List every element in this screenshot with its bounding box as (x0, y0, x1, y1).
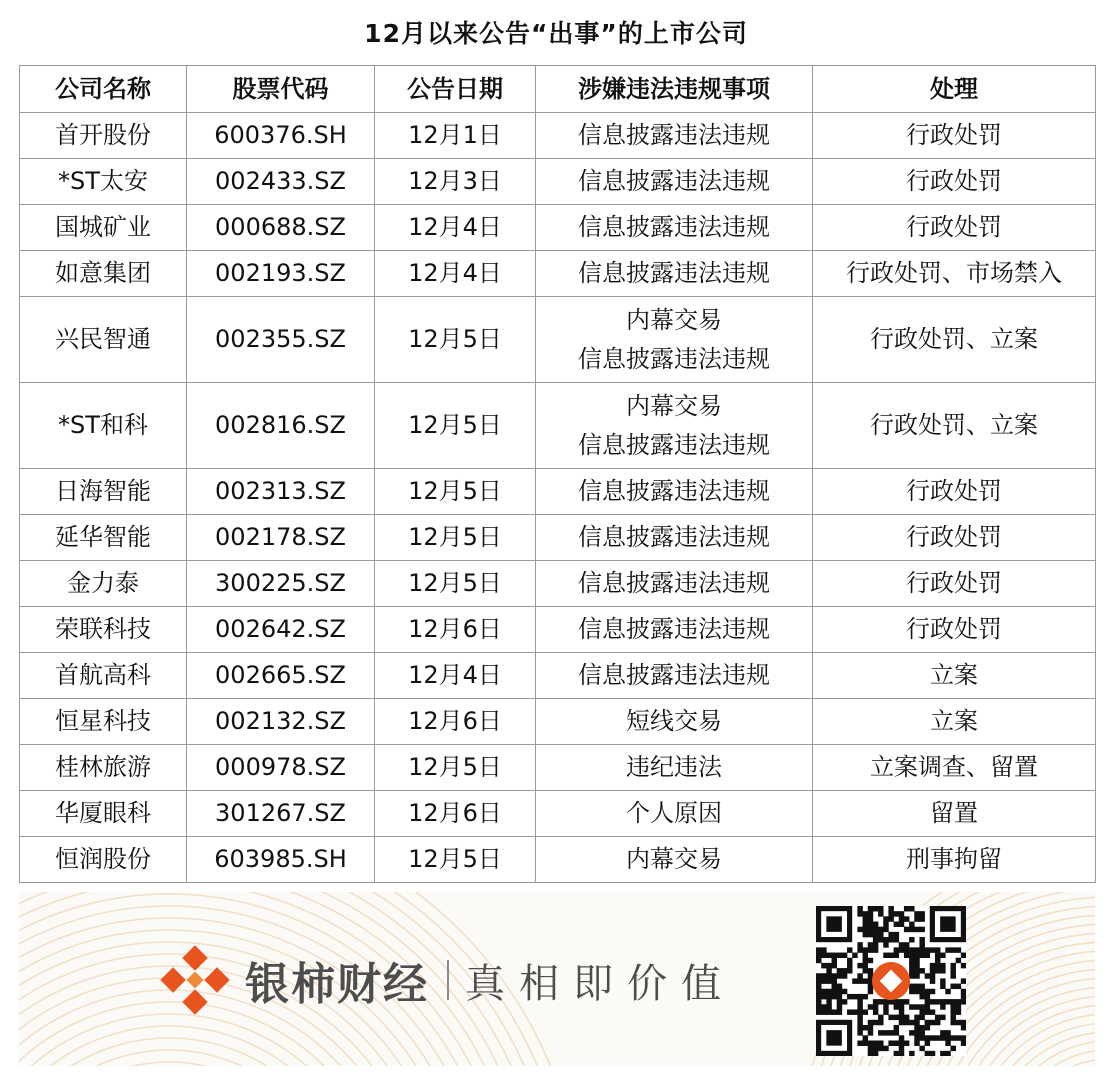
action-cell: 行政处罚、市场禁入 (813, 251, 1096, 297)
company-name-cell: 兴民智通 (20, 297, 187, 383)
matter-item: 信息披露违法违规 (578, 430, 770, 459)
header-code: 股票代码 (187, 66, 375, 113)
announcement-date-cell: 12月5日 (375, 383, 536, 469)
announcement-date-cell: 12月5日 (375, 297, 536, 383)
matters-cell (536, 607, 813, 653)
matters-cell (536, 113, 813, 159)
matters-cell (536, 745, 813, 791)
qr-code-icon (816, 906, 966, 1056)
brand-divider (447, 960, 449, 1000)
brand-block (159, 940, 735, 1020)
action-cell: 行政处罚 (813, 561, 1096, 607)
header-company: 公司名称 (20, 66, 187, 113)
announcement-date-cell: 12月6日 (375, 791, 536, 837)
table-row (20, 469, 1096, 515)
table-row (20, 791, 1096, 837)
company-name-cell: 荣联科技 (20, 607, 187, 653)
announcement-date-cell: 12月5日 (375, 469, 536, 515)
action-cell: 行政处罚、立案 (813, 297, 1096, 383)
company-name-cell: 延华智能 (20, 515, 187, 561)
action-cell: 刑事拘留 (813, 837, 1096, 883)
matters-cell (536, 837, 813, 883)
table-body (20, 113, 1096, 883)
company-name-cell: 国城矿业 (20, 205, 187, 251)
table-row (20, 653, 1096, 699)
announcement-date-cell: 12月1日 (375, 113, 536, 159)
matter-item: 信息披露违法违规 (578, 661, 770, 689)
table-row (20, 251, 1096, 297)
brand-slogan: 真相即价值 (465, 960, 735, 1007)
matter-item: 信息披露违法违规 (578, 569, 770, 597)
matters-cell (536, 561, 813, 607)
matters-cell (536, 205, 813, 251)
stock-code-cell: 002313.SZ (187, 469, 375, 515)
matters-cell (536, 469, 813, 515)
stock-code-cell: 000978.SZ (187, 745, 375, 791)
stock-code-cell: 301267.SZ (187, 791, 375, 837)
matters-cell (536, 383, 813, 469)
matter-item: 信息披露违法违规 (578, 259, 770, 287)
matter-item: 信息披露违法违规 (578, 213, 770, 241)
stock-code-cell: 600376.SH (187, 113, 375, 159)
stock-code-cell: 002433.SZ (187, 159, 375, 205)
header-action: 处理 (813, 66, 1096, 113)
footer-banner (19, 892, 1095, 1066)
table-row (20, 159, 1096, 205)
company-name-cell: 如意集团 (20, 251, 187, 297)
matter-item: 内幕交易 (626, 845, 722, 873)
action-cell: 行政处罚 (813, 515, 1096, 561)
matter-item: 内幕交易 (626, 391, 722, 420)
company-name-cell: 金力泰 (20, 561, 187, 607)
stock-code-cell: 002355.SZ (187, 297, 375, 383)
announcement-date-cell: 12月6日 (375, 699, 536, 745)
company-name-cell: 恒星科技 (20, 699, 187, 745)
announcement-date-cell: 12月4日 (375, 251, 536, 297)
stock-code-cell: 002132.SZ (187, 699, 375, 745)
matters-cell (536, 699, 813, 745)
matters-cell (536, 159, 813, 205)
table-row (20, 561, 1096, 607)
announcement-date-cell: 12月5日 (375, 515, 536, 561)
matter-item: 信息披露违法违规 (578, 167, 770, 195)
matter-item: 个人原因 (626, 799, 722, 827)
action-cell: 行政处罚 (813, 159, 1096, 205)
announcement-date-cell: 12月5日 (375, 745, 536, 791)
action-cell: 行政处罚 (813, 113, 1096, 159)
matter-item: 信息披露违法违规 (578, 615, 770, 643)
announcement-date-cell: 12月5日 (375, 561, 536, 607)
stock-code-cell: 002642.SZ (187, 607, 375, 653)
action-cell: 留置 (813, 791, 1096, 837)
table-header-row (20, 66, 1096, 113)
announcement-date-cell: 12月4日 (375, 653, 536, 699)
header-date: 公告日期 (375, 66, 536, 113)
table-row (20, 205, 1096, 251)
stock-code-cell: 002665.SZ (187, 653, 375, 699)
company-name-cell: 日海智能 (20, 469, 187, 515)
action-cell: 行政处罚 (813, 469, 1096, 515)
company-name-cell: 桂林旅游 (20, 745, 187, 791)
company-name-cell: 华厦眼科 (20, 791, 187, 837)
matter-item: 信息披露违法违规 (578, 121, 770, 149)
announcement-date-cell: 12月6日 (375, 607, 536, 653)
stock-code-cell: 002816.SZ (187, 383, 375, 469)
action-cell: 立案 (813, 699, 1096, 745)
company-name-cell: 首航高科 (20, 653, 187, 699)
matters-cell (536, 791, 813, 837)
matter-item: 信息披露违法违规 (578, 477, 770, 505)
table-row (20, 699, 1096, 745)
action-cell: 立案 (813, 653, 1096, 699)
page-title: 12月以来公告“出事”的上市公司 (364, 19, 748, 48)
matter-item: 违纪违法 (626, 753, 722, 781)
matter-item: 内幕交易 (626, 305, 722, 334)
table-row (20, 745, 1096, 791)
matters-cell (536, 653, 813, 699)
company-table (19, 65, 1096, 883)
announcement-date-cell: 12月4日 (375, 205, 536, 251)
matter-item: 信息披露违法违规 (578, 344, 770, 373)
stock-code-cell: 603985.SH (187, 837, 375, 883)
company-name-cell: 首开股份 (20, 113, 187, 159)
action-cell: 立案调查、留置 (813, 745, 1096, 791)
company-name-cell: *ST太安 (20, 159, 187, 205)
matter-item: 短线交易 (626, 707, 722, 735)
announcement-date-cell: 12月3日 (375, 159, 536, 205)
stock-code-cell: 300225.SZ (187, 561, 375, 607)
action-cell: 行政处罚 (813, 205, 1096, 251)
table-row (20, 837, 1096, 883)
company-name-cell: 恒润股份 (20, 837, 187, 883)
table-row (20, 113, 1096, 159)
table-row (20, 297, 1096, 383)
table-row (20, 383, 1096, 469)
matters-cell (536, 515, 813, 561)
action-cell: 行政处罚 (813, 607, 1096, 653)
action-cell: 行政处罚、立案 (813, 383, 1096, 469)
brand-name: 银柿财经 (245, 959, 429, 1010)
table-row (20, 515, 1096, 561)
brand-logo-icon (159, 944, 231, 1016)
matters-cell (536, 251, 813, 297)
matter-item: 信息披露违法违规 (578, 523, 770, 551)
stock-code-cell: 002178.SZ (187, 515, 375, 561)
stock-code-cell: 002193.SZ (187, 251, 375, 297)
company-name-cell: *ST和科 (20, 383, 187, 469)
announcement-date-cell: 12月5日 (375, 837, 536, 883)
header-matters: 涉嫌违法违规事项 (536, 66, 813, 113)
table-row (20, 607, 1096, 653)
stock-code-cell: 000688.SZ (187, 205, 375, 251)
matters-cell (536, 297, 813, 383)
